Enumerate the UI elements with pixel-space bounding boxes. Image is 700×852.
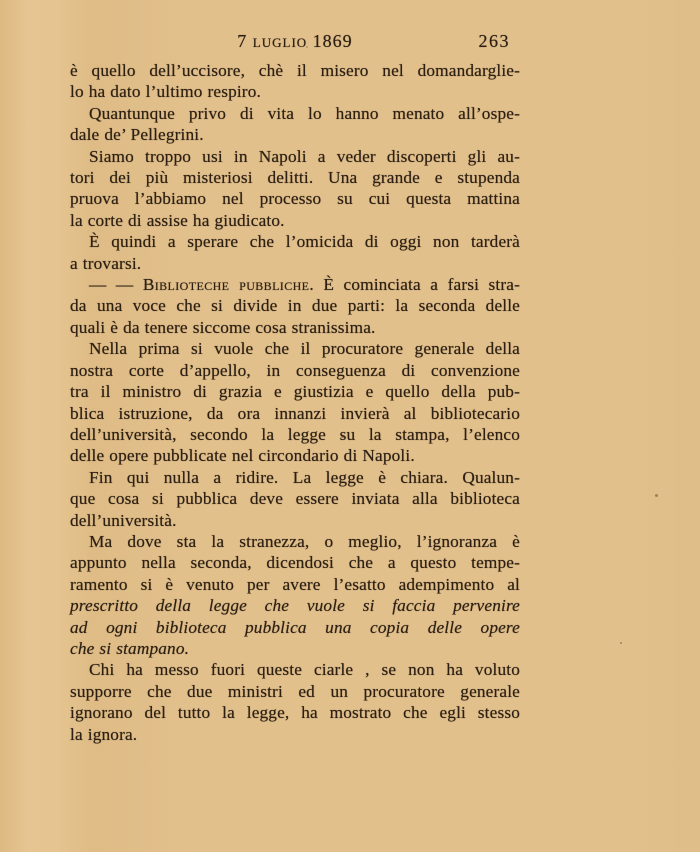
text-segment: dale de’ Pellegrini. <box>70 125 204 145</box>
text-segment: — — <box>89 275 143 295</box>
text-line <box>70 617 520 638</box>
text-segment: Ma dove sta la stranezza, o meglio, l’ignoranza è <box>89 531 520 551</box>
text-segment: Fin qui nulla a ridire. La legge è chiara. Qualun- <box>89 467 520 487</box>
text-line <box>70 445 520 466</box>
text-segment: che si stampano. <box>70 638 190 658</box>
text-segment: Siamo troppo usi in Napoli a veder discoperti gli au- <box>89 146 520 166</box>
text-line <box>70 317 520 338</box>
text-segment: supporre che due ministri ed un procuratore generale <box>70 681 520 701</box>
text-segment: tra il ministro di grazia e giustizia e quello della pub- <box>70 382 520 402</box>
text-segment: È quindi a sperare che l’omicida di oggi non tarderà <box>89 232 520 252</box>
text-line <box>70 403 520 424</box>
text-segment: blica istruzione, da ora innanzi invierà al bibliotecario <box>70 403 520 423</box>
text-segment: appunto nella seconda, dicendosi che a questo tempe- <box>70 553 520 573</box>
text-segment: la ignora. <box>70 724 138 744</box>
text-line <box>70 488 520 509</box>
text-segment: dell’università. <box>70 510 177 530</box>
text-segment: Biblioteche pubbliche <box>142 275 310 295</box>
text-segment: è quello dell’uccisore, chè il misero nel domandarglie- <box>70 61 520 80</box>
text-segment: lo ha dato l’ultimo respiro. <box>70 82 261 102</box>
text-segment: ad ogni biblioteca pubblica una copia delle opere <box>70 617 520 637</box>
text-line <box>70 467 520 488</box>
text-line <box>70 510 520 531</box>
paper-speck <box>341 436 344 438</box>
text-segment: ignorano del tutto la legge, ha mostrato che egli stesso <box>70 703 520 723</box>
text-line <box>70 210 520 231</box>
paper-speck <box>306 46 308 48</box>
paper-speck <box>620 642 622 644</box>
text-segment: la corte di assise ha giudicato. <box>70 210 285 230</box>
header-date: 7 luglio 1869 <box>237 31 353 51</box>
text-line <box>70 295 520 316</box>
text-line <box>70 274 520 295</box>
text-segment: . È cominciata a farsi stra- <box>309 275 520 295</box>
text-column <box>70 60 520 745</box>
text-line <box>70 167 520 188</box>
text-segment: a trovarsi. <box>70 253 142 273</box>
page-number: 263 <box>478 31 510 51</box>
text-line <box>70 124 520 145</box>
text-line <box>70 103 520 124</box>
text-line <box>70 574 520 595</box>
text-line <box>70 231 520 252</box>
text-segment: ramento si è venuto per avere l’esatto adempimento al <box>70 574 520 594</box>
text-segment: prescritto della legge che vuole si faccia pervenire <box>70 596 520 616</box>
text-line <box>70 595 520 616</box>
text-line <box>70 681 520 702</box>
text-line <box>70 188 520 209</box>
text-line <box>70 146 520 167</box>
text-line <box>70 531 520 552</box>
text-segment: quali è da tenere siccome cosa stranissima. <box>70 317 376 337</box>
text-segment: Nella prima si vuole che il procuratore generale della <box>89 339 520 359</box>
text-line <box>70 60 520 81</box>
text-line <box>70 81 520 102</box>
text-line <box>70 360 520 381</box>
text-segment: Chi ha messo fuori queste ciarle , se non ha voluto <box>89 660 520 680</box>
text-line <box>70 659 520 680</box>
text-segment: dell’università, secondo la legge su la stampa, l’elenco <box>70 424 520 444</box>
text-segment: tori dei più misteriosi delitti. Una grande e stupenda <box>70 168 520 188</box>
text-line <box>70 381 520 402</box>
text-line <box>70 702 520 723</box>
text-line <box>70 253 520 274</box>
text-segment: Quantunque privo di vita lo hanno menato all’ospe- <box>89 103 520 123</box>
text-line <box>70 552 520 573</box>
text-line <box>70 638 520 659</box>
text-segment: pruova l’abbiamo nel processo su cui questa mattina <box>70 189 520 209</box>
page-header <box>70 30 520 54</box>
text-line <box>70 424 520 445</box>
text-line <box>70 724 520 745</box>
text-line <box>70 338 520 359</box>
text-segment: delle opere pubblicate nel circondario di Napoli. <box>70 446 415 466</box>
text-segment: da una voce che si divide in due parti: la seconda delle <box>70 296 520 316</box>
paper-speck <box>655 494 658 497</box>
text-segment: nostra corte d’appello, in conseguenza di convenzione <box>70 360 520 380</box>
text-segment: que cosa si pubblica deve essere inviata alla biblioteca <box>70 489 520 509</box>
